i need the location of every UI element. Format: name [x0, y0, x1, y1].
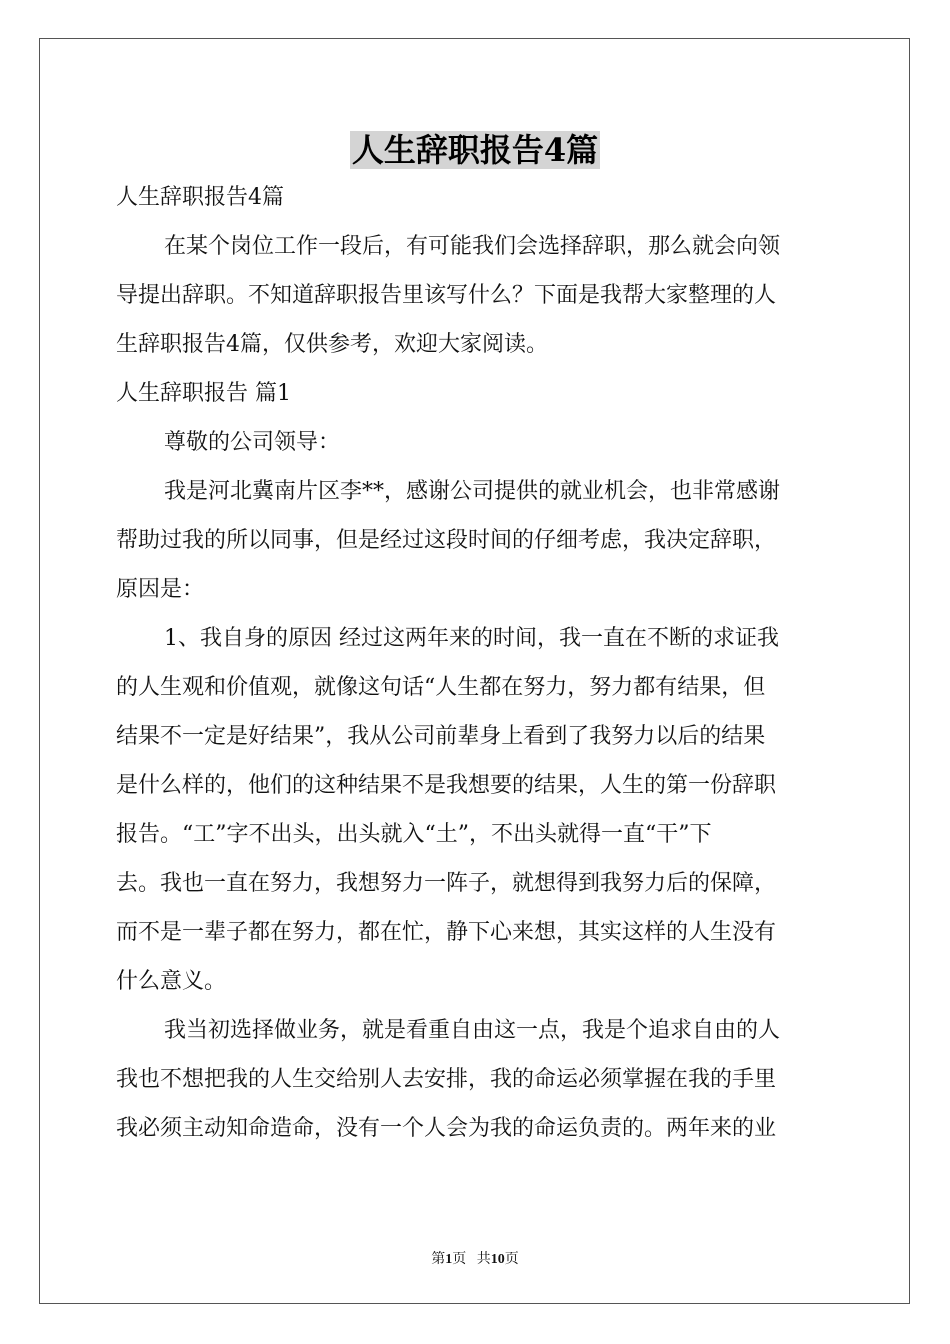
footer-total-suffix: 页 — [504, 1252, 519, 1267]
text-line: 1、我自身的原因 经过这两年来的时间，我一直在不断的求证我 — [164, 626, 779, 651]
footer-total-prefix: 共 — [476, 1252, 491, 1267]
text-line: 结果不一定是好结果”，我从公司前辈身上看到了我努力以后的结果 — [116, 724, 766, 749]
text-line: 的人生观和价值观，就像这句话“人生都在努力，努力都有结果，但 — [116, 675, 766, 700]
footer-total-pages: 10 — [490, 1252, 505, 1267]
text-line: 什么意义。 — [116, 969, 227, 994]
text-line: 报告。“工”字不出头，出头就入“土”，不出头就得一直“干”下 — [116, 822, 712, 847]
document-title — [0, 127, 950, 173]
text-line: 导提出辞职。不知道辞职报告里该写什么？下面是我帮大家整理的人 — [116, 283, 777, 308]
text-line: 原因是： — [116, 577, 205, 602]
text-line: 尊敬的公司领导： — [164, 430, 341, 455]
text-line: 人生辞职报告 篇1 — [116, 381, 291, 406]
text-line: 我是河北冀南片区李**，感谢公司提供的就业机会，也非常感谢 — [164, 479, 781, 504]
footer-page-prefix: 第 — [431, 1252, 446, 1267]
text-line: 我必须主动知命造命，没有一个人会为我的命运负责的。两年来的业 — [116, 1116, 777, 1141]
text-line: 去。我也一直在努力，我想努力一阵子，就想得到我努力后的保障， — [116, 871, 777, 896]
text-line: 生辞职报告4篇，仅供参考，欢迎大家阅读。 — [116, 332, 548, 357]
text-line: 人生辞职报告4篇 — [116, 185, 284, 210]
text-line: 在某个岗位工作一段后，有可能我们会选择辞职，那么就会向领 — [164, 234, 781, 259]
text-line: 是什么样的，他们的这种结果不是我想要的结果，人生的第一份辞职 — [116, 773, 777, 798]
text-line: 帮助过我的所以同事，但是经过这段时间的仔细考虑，我决定辞职， — [116, 528, 777, 553]
footer-page-number: 1 — [445, 1252, 453, 1267]
page-footer — [0, 1248, 950, 1268]
title-text: 人生辞职报告4篇 — [351, 131, 599, 169]
text-line: 我当初选择做业务，就是看重自由这一点，我是个追求自由的人 — [164, 1018, 781, 1043]
text-line: 我也不想把我的人生交给别人去安排，我的命运必须掌握在我的手里 — [116, 1067, 777, 1092]
document-body — [116, 173, 836, 1153]
text-line: 而不是一辈子都在努力，都在忙，静下心来想，其实这样的人生没有 — [116, 920, 777, 945]
footer-page-suffix: 页 — [452, 1252, 467, 1267]
